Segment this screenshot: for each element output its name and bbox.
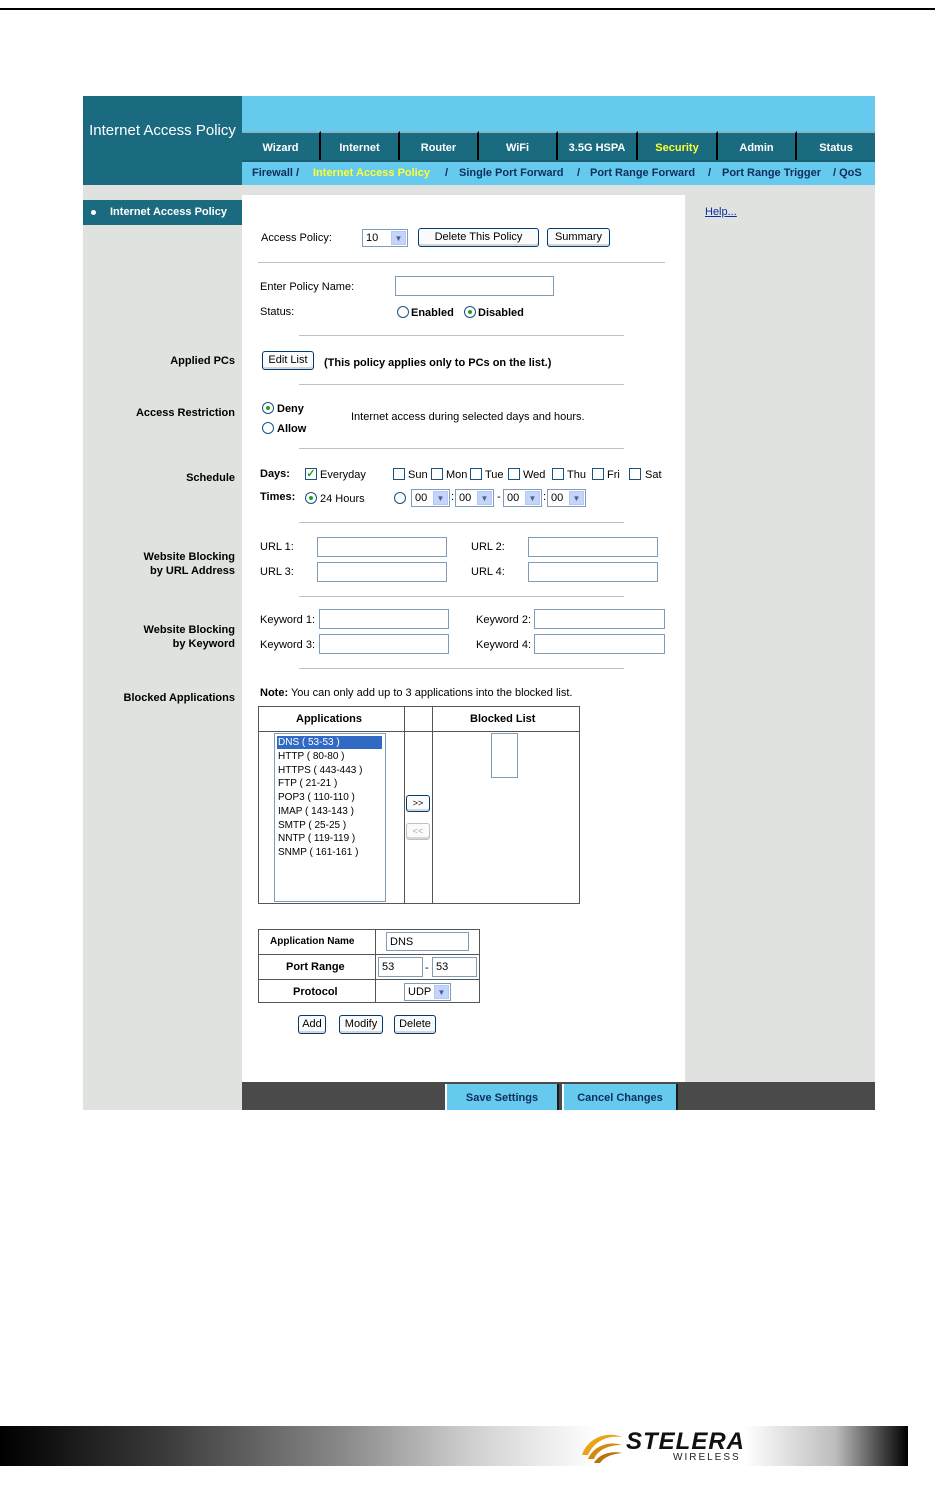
swoosh-icon — [578, 1429, 624, 1465]
day-tue-label: Tue — [485, 469, 504, 481]
divider — [299, 522, 624, 523]
policy-name-label: Enter Policy Name: — [260, 281, 355, 293]
form-row-rule — [258, 979, 480, 980]
divider — [299, 668, 624, 669]
times-24h-label: 24 Hours — [320, 493, 365, 505]
application-name-input[interactable]: DNS — [386, 932, 469, 951]
applications-listbox[interactable] — [274, 733, 386, 902]
section-access-restriction: Access Restriction — [135, 407, 235, 419]
divider — [299, 335, 624, 336]
list-item[interactable]: HTTP ( 80-80 ) — [278, 751, 345, 762]
divider — [299, 596, 624, 597]
day-wed-label: Wed — [523, 469, 546, 481]
keyword4-label: Keyword 4: — [476, 639, 532, 651]
day-thu-checkbox[interactable] — [552, 468, 564, 480]
keyword3-label: Keyword 3: — [260, 639, 316, 651]
url2-label: URL 2: — [471, 541, 505, 553]
port-dash: - — [425, 962, 429, 974]
day-fri-checkbox[interactable] — [592, 468, 604, 480]
tab-wizard[interactable]: Wizard — [242, 131, 321, 160]
protocol-select[interactable]: UDP ▼ — [404, 983, 451, 1001]
tab-security[interactable]: Security — [638, 131, 718, 160]
delete-application-button[interactable]: Delete — [394, 1015, 436, 1034]
url2-input[interactable] — [528, 537, 658, 557]
blocked-note: Note: You can only add up to 3 applications into the blocked list. — [260, 687, 573, 699]
restriction-deny-label: Deny — [277, 403, 304, 415]
chevron-down-icon: ▼ — [477, 491, 492, 505]
add-to-blocked-button[interactable]: >> — [406, 795, 430, 812]
tab-wifi[interactable]: WiFi — [479, 131, 558, 160]
day-sat-label: Sat — [645, 469, 662, 481]
delete-policy-button[interactable]: Delete This Policy — [418, 228, 539, 247]
time-colon: : — [451, 491, 455, 503]
remove-from-blocked-button[interactable]: << — [406, 823, 430, 840]
keyword1-input[interactable] — [319, 609, 449, 629]
policy-name-input[interactable] — [395, 276, 554, 296]
divider — [299, 384, 624, 385]
status-enabled-radio[interactable] — [397, 306, 409, 318]
page-top-rule — [0, 8, 935, 10]
help-column — [685, 185, 875, 1110]
day-mon-label: Mon — [446, 469, 468, 481]
keyword2-label: Keyword 2: — [476, 614, 532, 626]
keyword1-label: Keyword 1: — [260, 614, 316, 626]
port-to-input[interactable]: 53 — [432, 957, 477, 977]
time-colon: : — [543, 491, 547, 503]
status-label: Status: — [260, 306, 295, 318]
port-from-input[interactable]: 53 — [378, 957, 423, 977]
brand-name: STELERA — [626, 1428, 746, 1455]
keyword4-input[interactable] — [534, 634, 665, 654]
list-item[interactable]: HTTPS ( 443-443 ) — [278, 765, 363, 776]
stelera-logo — [578, 1428, 798, 1466]
chevron-down-icon: ▼ — [525, 491, 540, 505]
chevron-down-icon: ▼ — [433, 491, 448, 505]
url3-label: URL 3: — [260, 566, 294, 578]
day-sat-checkbox[interactable] — [629, 468, 641, 480]
keyword2-input[interactable] — [534, 609, 665, 629]
sub-navigation — [242, 162, 875, 185]
tab-internet[interactable]: Internet — [321, 131, 400, 160]
table-column-rule — [404, 706, 405, 904]
application-name-label: Application Name — [270, 936, 355, 947]
times-24h-radio[interactable] — [305, 492, 317, 504]
list-item[interactable]: SNMP ( 161-161 ) — [278, 847, 359, 858]
time-dash: - — [497, 491, 501, 503]
times-label: Times: — [260, 491, 296, 503]
form-column-rule — [375, 929, 376, 1003]
page-title: Internet Access Policy — [83, 96, 242, 185]
divider — [258, 262, 665, 263]
url1-input[interactable] — [317, 537, 447, 557]
day-sun-checkbox[interactable] — [393, 468, 405, 480]
chevron-down-icon: ▼ — [434, 985, 449, 999]
keyword3-input[interactable] — [319, 634, 449, 654]
list-item[interactable]: IMAP ( 143-143 ) — [278, 806, 354, 817]
times-custom-radio[interactable] — [394, 492, 406, 504]
chevron-down-icon: ▼ — [391, 231, 406, 245]
status-disabled-radio[interactable] — [464, 306, 476, 318]
port-range-label: Port Range — [286, 961, 345, 973]
access-policy-label: Access Policy: — [261, 232, 332, 244]
brand-subtitle: WIRELESS — [673, 1452, 741, 1463]
summary-button[interactable]: Summary — [547, 228, 610, 247]
restriction-allow-label: Allow — [277, 423, 307, 435]
everyday-checkbox[interactable]: ✓ — [306, 468, 316, 480]
section-schedule: Schedule — [186, 472, 235, 484]
save-settings-button[interactable]: Save Settings — [445, 1084, 559, 1110]
time-to-hour-select[interactable]: 00 ▼ — [503, 489, 542, 507]
time-to-minute-select[interactable]: 00 ▼ — [547, 489, 586, 507]
day-fri-label: Fri — [607, 469, 620, 481]
url4-label: URL 4: — [471, 566, 505, 578]
subnav-internet-access-policy[interactable]: Internet Access Policy — [313, 167, 430, 179]
day-wed-checkbox[interactable] — [508, 468, 520, 480]
time-from-hour-select[interactable]: 00 ▼ — [411, 489, 450, 507]
chevron-down-icon: ▼ — [569, 491, 584, 505]
subnav-port-range-forward[interactable]: Port Range Forward — [590, 167, 696, 179]
applied-pcs-note: (This policy applies only to PCs on the list.) — [324, 357, 552, 369]
everyday-label: Everyday — [320, 469, 366, 481]
day-thu-label: Thu — [567, 469, 586, 481]
subnav-separator: / — [708, 167, 712, 179]
restriction-description: Internet access during selected days and hours. — [351, 411, 585, 423]
blocked-listbox[interactable] — [491, 733, 518, 778]
add-application-button[interactable]: Add — [298, 1015, 326, 1034]
list-item[interactable]: FTP ( 21-21 ) — [278, 778, 338, 789]
days-label: Days: — [260, 468, 290, 480]
section-website-keyword-line1: Website Blocking — [143, 624, 235, 636]
divider — [299, 448, 624, 449]
access-policy-select[interactable]: 10 ▼ — [362, 229, 408, 247]
status-enabled-label: Enabled — [411, 307, 454, 319]
url3-input[interactable] — [317, 562, 447, 582]
tab-hspa[interactable]: 3.5G HSPA — [558, 131, 638, 160]
protocol-label: Protocol — [293, 986, 338, 998]
day-tue-checkbox[interactable] — [470, 468, 482, 480]
list-item[interactable]: DNS ( 53-53 ) — [277, 736, 382, 749]
tab-status[interactable]: Status — [797, 131, 875, 160]
subnav-firewall[interactable]: Firewall / — [252, 167, 300, 179]
help-link[interactable]: Help... — [705, 206, 737, 218]
subnav-separator: / — [577, 167, 581, 179]
subnav-port-range-trigger[interactable]: Port Range Trigger — [722, 167, 822, 179]
restriction-deny-radio[interactable] — [262, 402, 274, 414]
blocked-list-header: Blocked List — [470, 713, 536, 725]
url1-label: URL 1: — [260, 541, 294, 553]
subnav-separator: / — [445, 167, 449, 179]
list-item[interactable]: SMTP ( 25-25 ) — [278, 820, 347, 831]
day-mon-checkbox[interactable] — [431, 468, 443, 480]
table-header-rule — [258, 731, 580, 732]
form-row-rule — [258, 954, 480, 955]
subnav-qos[interactable]: / QoS — [833, 167, 862, 179]
edit-list-button[interactable]: Edit List — [262, 351, 314, 370]
tab-router[interactable]: Router — [400, 131, 479, 160]
bullet-icon — [91, 210, 96, 215]
tab-admin[interactable]: Admin — [718, 131, 797, 160]
list-item[interactable]: NNTP ( 119-119 ) — [278, 833, 356, 844]
section-website-url-line2: by URL Address — [150, 565, 235, 577]
cancel-changes-button[interactable]: Cancel Changes — [562, 1084, 678, 1110]
section-applied-pcs: Applied PCs — [170, 355, 235, 367]
section-blocked-applications: Blocked Applications — [123, 692, 235, 704]
section-website-url-line1: Website Blocking — [143, 551, 235, 563]
sidebar-item-internet-access-policy[interactable]: Internet Access Policy — [83, 200, 242, 225]
modify-application-button[interactable]: Modify — [339, 1015, 383, 1034]
day-sun-label: Sun — [408, 469, 428, 481]
url4-input[interactable] — [528, 562, 658, 582]
time-from-minute-select[interactable]: 00 ▼ — [455, 489, 494, 507]
list-item[interactable]: POP3 ( 110-110 ) — [278, 792, 355, 803]
applications-header: Applications — [296, 713, 363, 725]
section-website-keyword-line2: by Keyword — [172, 638, 235, 650]
restriction-allow-radio[interactable] — [262, 422, 274, 434]
status-disabled-label: Disabled — [478, 307, 524, 319]
table-column-rule — [432, 706, 433, 904]
subnav-single-port-forward[interactable]: Single Port Forward — [459, 167, 564, 179]
